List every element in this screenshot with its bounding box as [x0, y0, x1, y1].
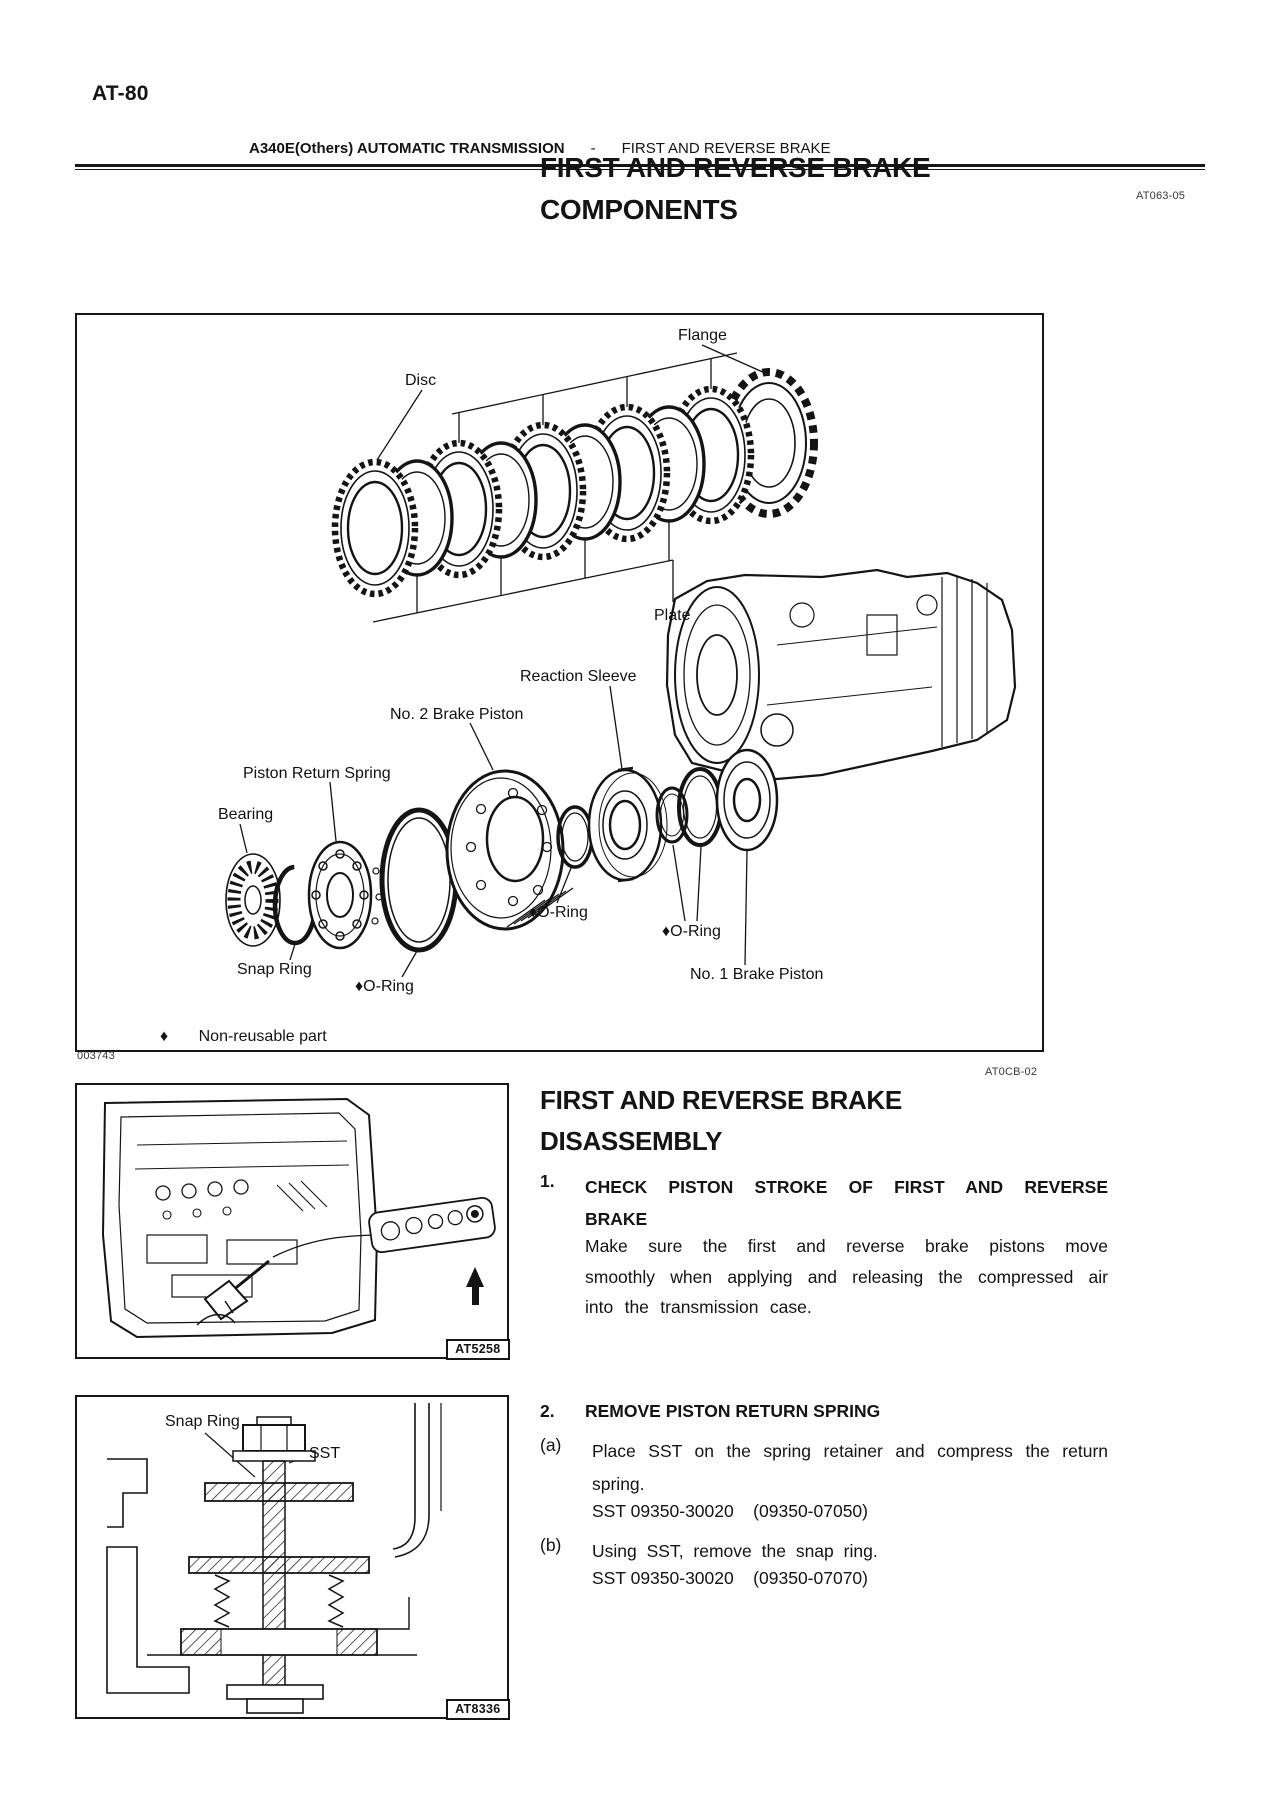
label-o-ring-right: ♦O-Ring: [662, 923, 721, 940]
step1-body: Make sure the first and reverse brake pistons move smoothly when applying and releasing the compressed air into the transmission case.: [585, 1236, 1108, 1317]
non-reusable-diamond-icon: ♦: [160, 1028, 169, 1045]
label-plate: Plate: [654, 607, 691, 624]
label-flange: Flange: [678, 327, 727, 344]
step2a-marker: (a): [540, 1435, 562, 1455]
disassembly-title-line2: DISASSEMBLY: [540, 1126, 723, 1156]
page-number: AT-80: [92, 82, 149, 105]
step2-heading: REMOVE PISTON RETURN SPRING: [585, 1401, 881, 1421]
step2a-text: Place SST on the spring retainer and compress the return spring.: [592, 1441, 1108, 1494]
figure-check-piston-stroke: [75, 1083, 509, 1359]
step2b-text: Using SST, remove the snap ring.: [592, 1541, 878, 1561]
figure-serial-code: 003743: [77, 1050, 115, 1062]
step1-heading: CHECK PISTON STROKE OF FIRST AND REVERSE BRAKE: [585, 1177, 1108, 1229]
running-header-separator: -: [590, 140, 596, 157]
check-piston-stroke-art: [77, 1085, 507, 1357]
figure-remove-return-spring: [75, 1395, 509, 1719]
label-no2-brake-piston: No. 2 Brake Piston: [390, 706, 524, 723]
label-fig-b-sst: SST: [309, 1445, 341, 1462]
label-o-ring-mid: ♦O-Ring: [529, 904, 588, 921]
running-header-title: A340E(Others) AUTOMATIC TRANSMISSION: [249, 140, 565, 157]
components-title-line1: FIRST AND REVERSE BRAKE: [540, 152, 931, 183]
disassembly-code: AT0CB-02: [985, 1066, 1038, 1078]
label-piston-return-spring: Piston Return Spring: [243, 765, 391, 782]
label-o-ring-bottom: ♦O-Ring: [355, 978, 414, 995]
figure-b-tag: AT8336: [446, 1699, 509, 1720]
legend: [160, 1028, 327, 1046]
up-arrow-icon: [466, 1267, 484, 1305]
step2b-marker: (b): [540, 1535, 562, 1555]
components-figure: [75, 313, 1044, 1062]
step2a-sst: SST 09350-30020 (09350-07050): [592, 1501, 868, 1521]
label-no1-brake-piston: No. 1 Brake Piston: [690, 966, 824, 983]
disc-stack-art: [335, 372, 814, 594]
label-bearing: Bearing: [218, 806, 274, 823]
remove-return-spring-art: [77, 1397, 507, 1717]
components-code: AT063-05: [1136, 190, 1186, 202]
label-disc: Disc: [405, 372, 437, 389]
step2b-sst: SST 09350-30020 (09350-07070): [592, 1568, 868, 1588]
figure-a-tag: AT5258: [446, 1339, 509, 1360]
step2-number: 2.: [540, 1401, 555, 1421]
disassembly-title-line1: FIRST AND REVERSE BRAKE: [540, 1085, 902, 1115]
running-header-section: FIRST AND REVERSE BRAKE: [621, 140, 831, 157]
step1-number: 1.: [540, 1171, 555, 1191]
label-snap-ring: Snap Ring: [237, 961, 312, 978]
label-fig-b-snap-ring: Snap Ring: [165, 1413, 240, 1430]
transmission-case-art: [667, 570, 1015, 779]
legend-text: Non-reusable part: [198, 1028, 327, 1045]
components-title-line2: COMPONENTS: [540, 194, 738, 225]
label-reaction-sleeve: Reaction Sleeve: [520, 668, 637, 685]
